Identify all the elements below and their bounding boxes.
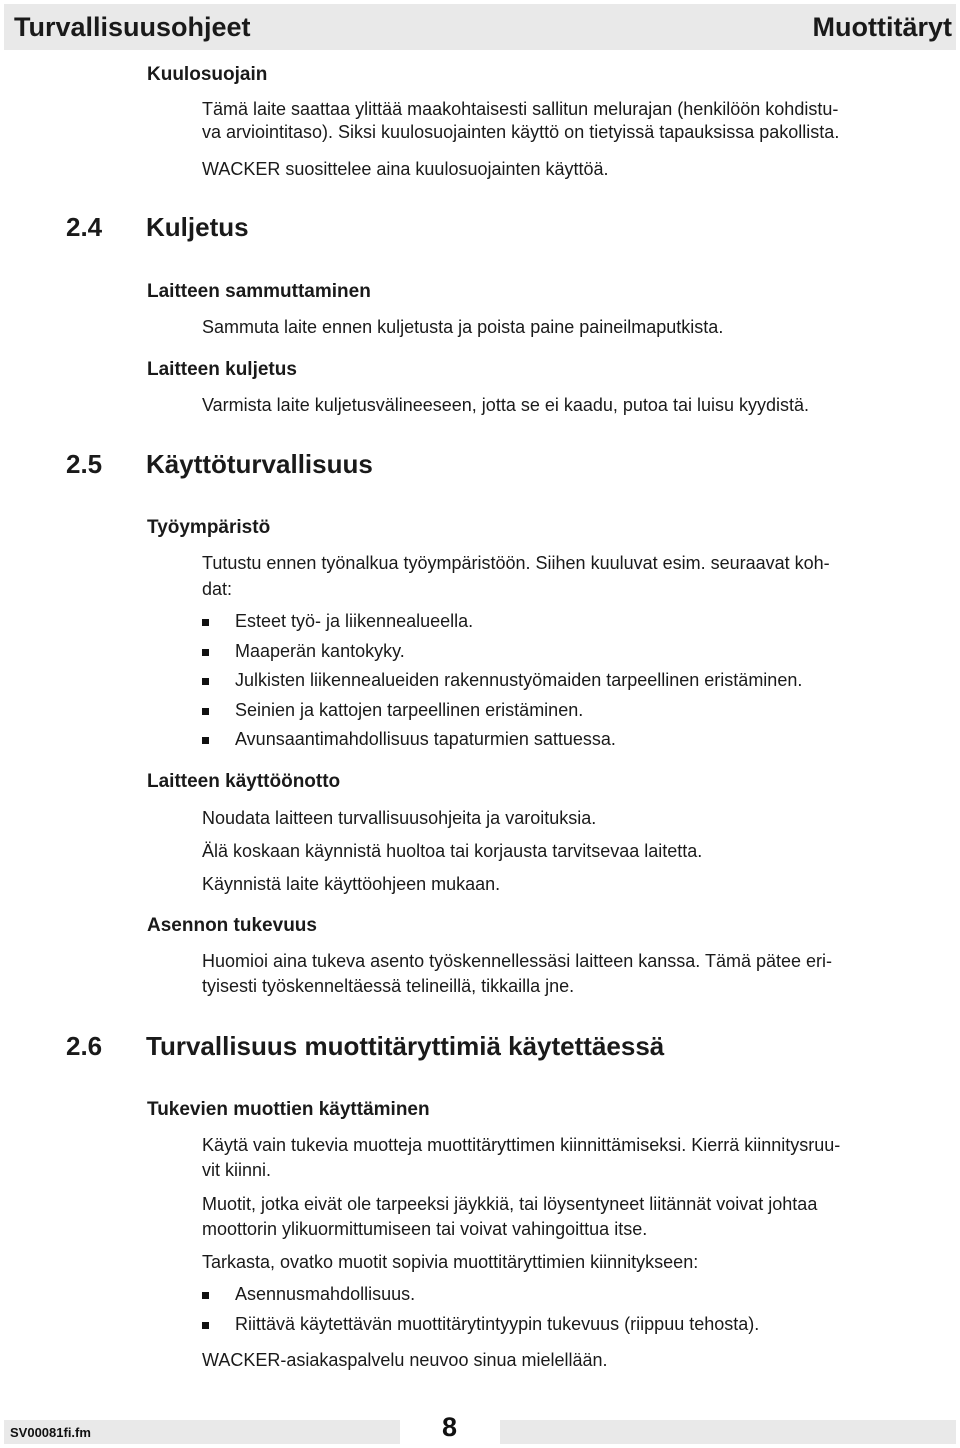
bullet-square-icon (202, 649, 209, 656)
section-heading-2-4 (66, 212, 766, 244)
footer-bar-right (500, 1420, 956, 1444)
sammuttaminen-text: Sammuta laite ennen kuljetusta ja poista paine paineilmaputkista. (202, 317, 724, 337)
section-number: 2.6 (66, 1031, 103, 1061)
kuulosuojain-line-2: va arviointitaso). Siksi kuulosuojainten käyttö on tietyissä tapauksissa pakollista. (202, 122, 840, 142)
kuulosuojain-line-3: WACKER suosittelee aina kuulosuojainten käyttöä. (202, 159, 609, 179)
kayttoonotto-line-2: Älä koskaan käynnistä huoltoa tai korjausta tarvitsevaa laitetta. (202, 841, 703, 861)
kuulosuojain-line-1: Tämä laite saattaa ylittää maakohtaisesti sallitun melurajan (henkilöön kohdistu- (202, 99, 839, 119)
list-item-text: Maaperän kantokyky. (235, 641, 405, 661)
bullet-square-icon (202, 678, 209, 685)
section-number: 2.4 (66, 212, 103, 242)
page-number: 8 (442, 1412, 458, 1442)
subheading-kuulosuojain: Kuulosuojain (147, 64, 268, 85)
asennon-tukevuus-line-1: Huomioi aina tukeva asento työskennellessäsi laitteen kanssa. Tämä pätee eri- (202, 951, 833, 971)
bullet-square-icon (202, 737, 209, 744)
tukevat-muotit-p3: Tarkasta, ovatko muotit sopivia muottitäryttimien kiinnitykseen: (202, 1252, 699, 1272)
subheading-asennon-tukevuus: Asennon tukevuus (147, 915, 317, 936)
page-header (4, 4, 956, 50)
tyoymparisto-intro-1: Tutustu ennen työnalkua työympäristöön. Siihen kuuluvat esim. seuraavat koh- (202, 553, 830, 573)
list-item-text: Esteet työ- ja liikennealueella. (235, 611, 474, 631)
kuljetus-text: Varmista laite kuljetusvälineeseen, jotta se ei kaadu, putoa tai luisu kyydistä. (202, 395, 809, 415)
tyoymparisto-intro-2: dat: (202, 579, 233, 599)
asennon-tukevuus-line-2: tyisesti työskenneltäessä telineillä, tikkailla jne. (202, 976, 575, 996)
subheading-kayttoonotto: Laitteen käyttöönotto (147, 771, 341, 792)
section-title: Kuljetus (146, 212, 249, 242)
section-heading-2-6 (66, 1031, 866, 1063)
list-item-text: Asennusmahdollisuus. (235, 1284, 416, 1304)
header-product-title: Muottitäryt (812, 12, 952, 42)
list-item-text: Seinien ja kattojen tarpeellinen eristäminen. (235, 700, 584, 720)
subheading-sammuttaminen: Laitteen sammuttaminen (147, 281, 371, 302)
footer-file-code: SV00081fi.fm (10, 1425, 91, 1440)
section-number: 2.5 (66, 449, 103, 479)
kayttoonotto-line-1: Noudata laitteen turvallisuusohjeita ja varoituksia. (202, 808, 597, 828)
bullet-square-icon (202, 619, 209, 626)
tukevat-muotit-p4: WACKER-asiakaspalvelu neuvoo sinua mielellään. (202, 1350, 608, 1370)
subheading-kuljetus: Laitteen kuljetus (147, 359, 297, 380)
section-title: Käyttöturvallisuus (146, 449, 373, 479)
tukevat-muotit-p1-line-2: vit kiinni. (202, 1160, 272, 1180)
tukevat-muotit-p2-line-2: moottorin ylikuormittumiseen tai voivat vahingoittua itse. (202, 1219, 648, 1239)
kayttoonotto-line-3: Käynnistä laite käyttöohjeen mukaan. (202, 874, 501, 894)
subheading-tukevat-muotit: Tukevien muottien käyttäminen (147, 1099, 430, 1120)
footer-bar-left (4, 1420, 400, 1444)
list-item-text: Avunsaantimahdollisuus tapaturmien sattuessa. (235, 729, 616, 749)
tukevat-muotit-p2-line-1: Muotit, jotka eivät ole tarpeeksi jäykkiä, tai löysentyneet liitännät voivat johtaa (202, 1194, 818, 1214)
bullet-square-icon (202, 708, 209, 715)
bullet-square-icon (202, 1292, 209, 1299)
subheading-tyoymparisto: Työympäristö (147, 517, 271, 538)
list-item-text: Julkisten liikennealueiden rakennustyömaiden tarpeellinen eristäminen. (235, 670, 803, 690)
section-heading-2-5 (66, 449, 766, 481)
header-section-title: Turvallisuusohjeet (14, 12, 251, 42)
list-item-text: Riittävä käytettävän muottitärytintyypin tukevuus (riippuu tehosta). (235, 1314, 760, 1334)
bullet-square-icon (202, 1322, 209, 1329)
tukevat-muotit-p1-line-1: Käytä vain tukevia muotteja muottitäryttimen kiinnittämiseksi. Kierrä kiinnitysruu- (202, 1135, 841, 1155)
section-title: Turvallisuus muottitäryttimiä käytettäessä (146, 1031, 665, 1061)
